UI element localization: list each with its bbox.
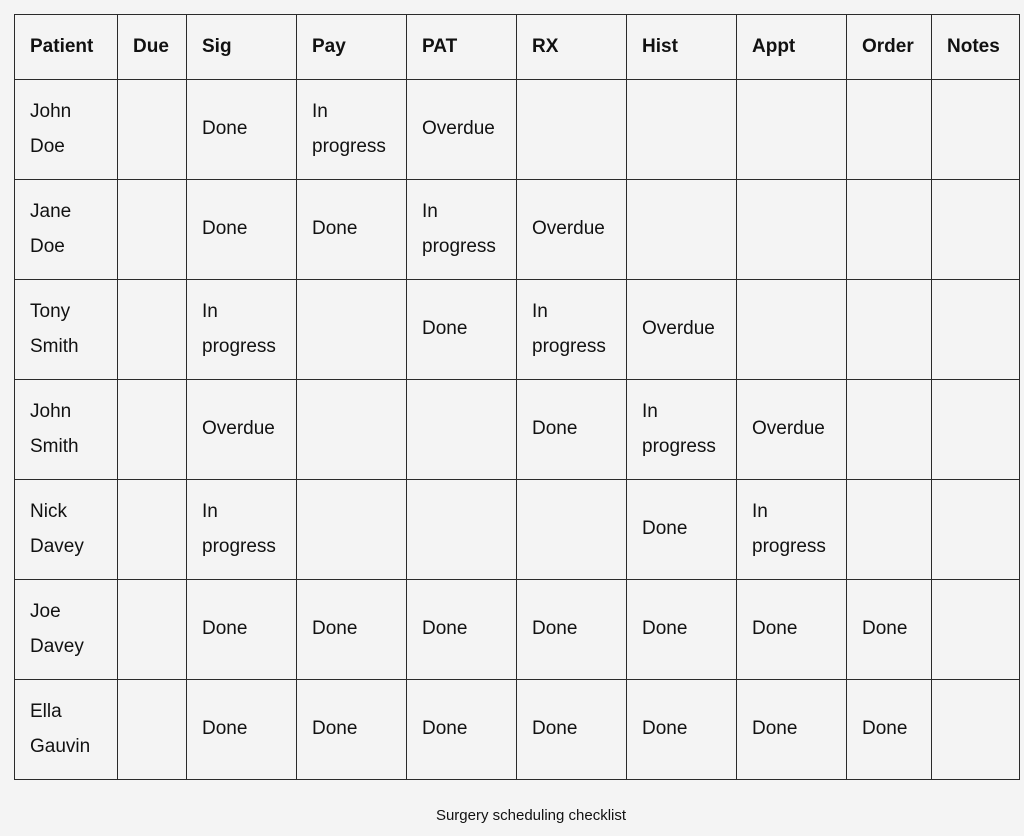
status-cell-notes bbox=[932, 180, 1020, 280]
status-cell-pay: Done bbox=[297, 680, 407, 780]
column-header-sig: Sig bbox=[187, 15, 297, 80]
status-cell-order bbox=[847, 280, 932, 380]
status-cell-order bbox=[847, 380, 932, 480]
status-cell-pat bbox=[407, 480, 517, 580]
table-caption: Surgery scheduling checklist bbox=[435, 807, 627, 824]
checklist-table bbox=[14, 14, 1020, 780]
header-row bbox=[15, 15, 1020, 80]
status-cell-pat: Done bbox=[407, 580, 517, 680]
status-cell-pat: Done bbox=[407, 680, 517, 780]
status-cell-pat bbox=[407, 380, 517, 480]
status-cell-due bbox=[118, 280, 187, 380]
status-cell-order bbox=[847, 80, 932, 180]
status-cell-notes bbox=[932, 580, 1020, 680]
table-header bbox=[15, 15, 1020, 80]
status-cell-pay: Done bbox=[297, 180, 407, 280]
status-cell-notes bbox=[932, 380, 1020, 480]
status-cell-due bbox=[118, 80, 187, 180]
status-cell-hist bbox=[627, 180, 737, 280]
patient-name-cell: John Doe bbox=[15, 80, 118, 180]
patient-name-cell: Nick Davey bbox=[15, 480, 118, 580]
status-cell-pat: In progress bbox=[407, 180, 517, 280]
table-row bbox=[15, 80, 1020, 180]
status-cell-notes bbox=[932, 680, 1020, 780]
status-cell-order bbox=[847, 480, 932, 580]
status-cell-sig: In progress bbox=[187, 480, 297, 580]
status-cell-hist: In progress bbox=[627, 380, 737, 480]
status-cell-due bbox=[118, 680, 187, 780]
column-header-pay: Pay bbox=[297, 15, 407, 80]
status-cell-due bbox=[118, 580, 187, 680]
status-cell-appt bbox=[737, 180, 847, 280]
status-cell-appt: Done bbox=[737, 680, 847, 780]
table-row bbox=[15, 580, 1020, 680]
status-cell-appt bbox=[737, 80, 847, 180]
status-cell-rx: In progress bbox=[517, 280, 627, 380]
status-cell-pay: In progress bbox=[297, 80, 407, 180]
table-row bbox=[15, 480, 1020, 580]
column-header-hist: Hist bbox=[627, 15, 737, 80]
column-header-order: Order bbox=[847, 15, 932, 80]
status-cell-rx bbox=[517, 80, 627, 180]
status-cell-notes bbox=[932, 280, 1020, 380]
table-row bbox=[15, 680, 1020, 780]
status-cell-appt: In progress bbox=[737, 480, 847, 580]
table-row bbox=[15, 180, 1020, 280]
status-cell-sig: Done bbox=[187, 580, 297, 680]
column-header-patient: Patient bbox=[15, 15, 118, 80]
patient-name-cell: Joe Davey bbox=[15, 580, 118, 680]
patient-name-cell: Tony Smith bbox=[15, 280, 118, 380]
status-cell-hist bbox=[627, 80, 737, 180]
column-header-notes: Notes bbox=[932, 15, 1020, 80]
status-cell-pat: Done bbox=[407, 280, 517, 380]
status-cell-pay: Done bbox=[297, 580, 407, 680]
status-cell-hist: Done bbox=[627, 580, 737, 680]
status-cell-rx: Overdue bbox=[517, 180, 627, 280]
status-cell-appt: Done bbox=[737, 580, 847, 680]
table-row bbox=[15, 380, 1020, 480]
status-cell-rx: Done bbox=[517, 380, 627, 480]
table-row bbox=[15, 280, 1020, 380]
status-cell-hist: Done bbox=[627, 680, 737, 780]
status-cell-pay bbox=[297, 280, 407, 380]
status-cell-order: Done bbox=[847, 580, 932, 680]
status-cell-pat: Overdue bbox=[407, 80, 517, 180]
status-cell-appt bbox=[737, 280, 847, 380]
status-cell-rx bbox=[517, 480, 627, 580]
status-cell-rx: Done bbox=[517, 580, 627, 680]
patient-name-cell: Jane Doe bbox=[15, 180, 118, 280]
column-header-rx: RX bbox=[517, 15, 627, 80]
status-cell-rx: Done bbox=[517, 680, 627, 780]
column-header-pat: PAT bbox=[407, 15, 517, 80]
status-cell-sig: Done bbox=[187, 80, 297, 180]
status-cell-hist: Overdue bbox=[627, 280, 737, 380]
status-cell-sig: Done bbox=[187, 680, 297, 780]
patient-name-cell: John Smith bbox=[15, 380, 118, 480]
status-cell-sig: In progress bbox=[187, 280, 297, 380]
status-cell-due bbox=[118, 380, 187, 480]
status-cell-order bbox=[847, 180, 932, 280]
status-cell-pay bbox=[297, 480, 407, 580]
status-cell-sig: Overdue bbox=[187, 380, 297, 480]
status-cell-pay bbox=[297, 380, 407, 480]
column-header-due: Due bbox=[118, 15, 187, 80]
table-body bbox=[15, 80, 1020, 780]
patient-name-cell: Ella Gauvin bbox=[15, 680, 118, 780]
status-cell-notes bbox=[932, 480, 1020, 580]
column-header-appt: Appt bbox=[737, 15, 847, 80]
status-cell-appt: Overdue bbox=[737, 380, 847, 480]
status-cell-notes bbox=[932, 80, 1020, 180]
status-cell-sig: Done bbox=[187, 180, 297, 280]
status-cell-due bbox=[118, 180, 187, 280]
status-cell-hist: Done bbox=[627, 480, 737, 580]
status-cell-order: Done bbox=[847, 680, 932, 780]
checklist-container bbox=[14, 14, 1019, 824]
status-cell-due bbox=[118, 480, 187, 580]
